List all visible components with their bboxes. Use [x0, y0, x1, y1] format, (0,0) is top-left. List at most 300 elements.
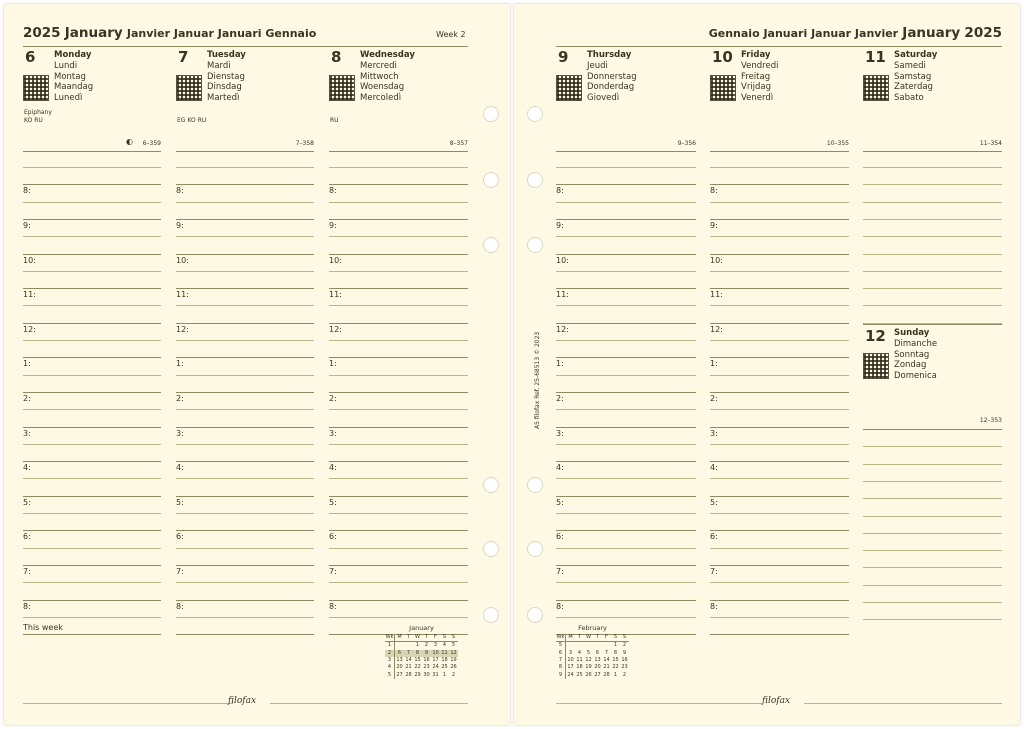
weekday-header: S — [440, 634, 449, 642]
hour-label: 8: — [556, 186, 564, 196]
weekday-header: T — [575, 634, 584, 642]
ruled-line — [329, 305, 468, 306]
mini-calendar-cell: 2 — [385, 650, 395, 657]
footer-rule — [556, 703, 762, 704]
ruled-line — [863, 446, 1002, 447]
hour-label: 4: — [710, 463, 718, 473]
hour-line — [329, 254, 468, 255]
hour-line — [556, 323, 696, 324]
ruled-line — [710, 375, 849, 376]
hour-label: 4: — [176, 463, 184, 473]
ruled-line — [710, 271, 849, 272]
hour-label: 2: — [23, 393, 31, 403]
qr-code-icon — [330, 76, 354, 100]
hour-label: 5: — [176, 497, 184, 507]
mini-calendar-cell: 27 — [396, 671, 403, 678]
mini-calendar-cell: 25 — [441, 664, 448, 671]
mini-calendar-cell: 19 — [585, 664, 592, 671]
mini-calendar-cell: 14 — [405, 657, 412, 664]
mini-calendar-cell: 6 — [595, 649, 600, 656]
hour-label: 10: — [710, 255, 723, 265]
mini-calendar-cell: 1 — [385, 642, 395, 650]
hour-line — [556, 461, 696, 462]
hour-label: 1: — [176, 359, 184, 369]
footer-rule — [270, 703, 468, 704]
day-name: Monday — [54, 50, 92, 60]
day-top-rule — [710, 151, 849, 152]
ruled-line — [863, 202, 1002, 203]
ruled-line — [329, 271, 468, 272]
mini-calendar-cell: 15 — [414, 657, 421, 664]
ruled-line — [329, 548, 468, 549]
hour-label: 9: — [556, 220, 564, 230]
mini-calendar-cell: 2 — [424, 642, 429, 649]
binder-hole — [527, 541, 543, 557]
day-count: 6–359 — [142, 140, 161, 147]
day-number: 8 — [331, 48, 342, 66]
mini-calendar-january — [385, 624, 458, 679]
hour-label: 1: — [556, 359, 564, 369]
hour-line — [329, 565, 468, 566]
ruled-line — [863, 550, 1002, 551]
ruled-line — [23, 271, 161, 272]
ruled-line — [329, 167, 468, 168]
hour-line — [556, 530, 696, 531]
hour-label: 3: — [23, 428, 31, 438]
hour-line — [710, 496, 849, 497]
ruled-line — [176, 202, 314, 203]
country-codes: EG KO RU — [177, 117, 207, 124]
mini-calendar-cell: 18 — [576, 664, 583, 671]
mini-calendar-cell: 6 — [395, 650, 405, 657]
mini-calendar-cell — [593, 642, 602, 650]
hour-line — [23, 565, 161, 566]
hour-line — [556, 427, 696, 428]
hour-label: 8: — [329, 601, 337, 611]
ruled-line — [863, 516, 1002, 517]
ruled-line — [23, 305, 161, 306]
ruled-line — [710, 548, 849, 549]
mini-calendar-cell: 10 — [432, 649, 439, 656]
hour-line — [710, 219, 849, 220]
hour-line — [556, 565, 696, 566]
mini-calendar-cell: 23 — [423, 664, 430, 671]
hour-label: 9: — [329, 220, 337, 230]
hour-label: 11: — [556, 290, 569, 300]
weekday-header: W — [413, 634, 422, 642]
mini-calendar-cell — [404, 642, 413, 650]
hour-label: 3: — [556, 428, 564, 438]
day-count: 11–354 — [979, 140, 1002, 147]
ruled-line — [329, 340, 468, 341]
footer-rule — [804, 703, 1002, 704]
mini-calendar-cell: 18 — [441, 657, 448, 664]
day-name-translation: Lunedì — [54, 92, 83, 103]
hour-line — [556, 600, 696, 601]
filofax-logo: filofax — [228, 696, 257, 706]
hour-label: 5: — [556, 497, 564, 507]
ruled-line — [863, 567, 1002, 568]
binder-hole — [527, 237, 543, 253]
hour-line — [176, 565, 314, 566]
day-name-translation: Martedì — [207, 92, 240, 103]
hour-line — [176, 288, 314, 289]
mini-calendar-title: January — [409, 624, 434, 632]
weekday-header: S — [611, 634, 620, 642]
mini-calendar-cell: 1 — [613, 671, 618, 678]
ruled-line — [329, 444, 468, 445]
hour-label: 2: — [556, 393, 564, 403]
mini-calendar-cell: 17 — [432, 657, 439, 664]
ruled-line — [329, 409, 468, 410]
ruled-line — [710, 444, 849, 445]
hour-line — [23, 357, 161, 358]
ruled-line — [23, 167, 161, 168]
hour-label: 7: — [23, 566, 31, 576]
day-name-translation: Dimanche — [894, 339, 938, 349]
hour-line — [23, 427, 161, 428]
mini-calendar-cell — [602, 642, 611, 650]
ruled-line — [556, 305, 696, 306]
hour-label: 1: — [23, 359, 31, 369]
mini-calendar-cell: 20 — [594, 664, 601, 671]
ruled-line — [863, 305, 1002, 306]
day-name-translation: Montag — [54, 71, 86, 82]
mini-calendar-cell: 17 — [567, 664, 574, 671]
mini-calendar-cell: 5 — [586, 649, 591, 656]
weekday-header: M — [395, 634, 405, 642]
mini-calendar-cell: 12 — [585, 657, 592, 664]
hour-label: 4: — [329, 463, 337, 473]
ruled-line — [863, 271, 1002, 272]
hour-label: 12: — [710, 324, 723, 334]
ruled-line — [23, 513, 161, 514]
hour-label: 8: — [23, 186, 31, 196]
day-top-rule — [863, 151, 1002, 152]
hour-line — [556, 288, 696, 289]
ruled-line — [863, 464, 1002, 465]
hour-label: 12: — [23, 324, 36, 334]
ruled-line — [863, 184, 1002, 185]
hour-line — [710, 184, 849, 185]
binder-hole — [527, 172, 543, 188]
hour-line — [176, 184, 314, 185]
ref-side-text: A5 filofax Ref. 25-68513 © 2023 — [534, 331, 541, 429]
left-diary-page — [4, 4, 510, 725]
mini-calendar-grid — [385, 634, 458, 679]
mini-calendar-cell: 2 — [622, 642, 627, 649]
ruled-line — [710, 202, 849, 203]
ruled-line — [176, 340, 314, 341]
mini-calendar-cell: 5 — [385, 671, 395, 678]
hour-line — [176, 461, 314, 462]
day-name: Friday — [741, 50, 771, 60]
mini-calendar-cell — [575, 642, 584, 650]
day-number: 6 — [25, 48, 36, 66]
day-name-translation: Sabato — [894, 92, 924, 103]
hour-label: 1: — [329, 359, 337, 369]
hour-label: 11: — [176, 290, 189, 300]
year-label: 2025 — [964, 25, 1002, 41]
mini-calendar-cell: 4 — [577, 649, 582, 656]
mini-calendar-cell: 9 — [622, 649, 627, 656]
ruled-line — [863, 533, 1002, 534]
binder-hole — [483, 172, 499, 188]
day-name: Saturday — [894, 50, 938, 60]
binder-hole — [483, 237, 499, 253]
binder-hole — [483, 477, 499, 493]
day-name: Sunday — [894, 328, 930, 338]
ruled-line — [176, 478, 314, 479]
hour-label: 1: — [710, 359, 718, 369]
mini-calendar-cell: 8 — [413, 650, 422, 657]
hour-line — [23, 461, 161, 462]
ruled-line — [176, 513, 314, 514]
hour-line — [176, 323, 314, 324]
hour-label: 7: — [176, 566, 184, 576]
hour-label: 6: — [23, 532, 31, 542]
hour-line — [23, 288, 161, 289]
hour-label: 2: — [710, 393, 718, 403]
day-count: 9–356 — [677, 140, 696, 147]
weekday-header: F — [602, 634, 611, 642]
day-name-translation: Woensdag — [360, 82, 405, 93]
hour-label: 2: — [329, 393, 337, 403]
mini-calendar-cell: 30 — [423, 671, 430, 678]
ruled-line — [176, 167, 314, 168]
day-name-translation: Zondag — [894, 360, 927, 371]
hour-line — [710, 530, 849, 531]
day-name-translation: Vrijdag — [741, 82, 772, 93]
header-rule — [23, 46, 468, 47]
day-name-translation: Domenica — [894, 370, 937, 381]
ruled-line — [556, 582, 696, 583]
hour-line — [176, 219, 314, 220]
ruled-line — [176, 236, 314, 237]
hour-line — [710, 461, 849, 462]
ruled-line — [863, 619, 1002, 620]
hour-label: 6: — [710, 532, 718, 542]
holiday-note: Epiphany — [24, 109, 52, 116]
ruled-line — [556, 548, 696, 549]
hour-label: 9: — [710, 220, 718, 230]
hour-line — [710, 288, 849, 289]
hour-label: 10: — [329, 255, 342, 265]
weekday-header: F — [431, 634, 440, 642]
weekday-header: T — [404, 634, 413, 642]
ruled-line — [863, 585, 1002, 586]
hour-line — [23, 496, 161, 497]
hour-line — [176, 600, 314, 601]
hour-line — [329, 184, 468, 185]
ruled-line — [23, 548, 161, 549]
country-codes: KO RU — [24, 117, 43, 124]
ruled-line — [863, 288, 1002, 289]
mini-calendar-february — [556, 624, 629, 679]
qr-code-icon — [711, 76, 735, 100]
day-name-translation: Vendredi — [741, 61, 779, 71]
mini-calendar-cell: 27 — [594, 671, 601, 678]
weekday-header: M — [566, 634, 576, 642]
ruled-line — [329, 236, 468, 237]
ruled-line — [863, 167, 1002, 168]
ruled-line — [176, 444, 314, 445]
ruled-line — [329, 582, 468, 583]
mini-calendar-cell: 26 — [450, 664, 457, 671]
hour-line — [23, 634, 161, 635]
hour-label: 11: — [710, 290, 723, 300]
binder-hole — [483, 106, 499, 122]
hour-line — [556, 184, 696, 185]
ruled-line — [863, 254, 1002, 255]
ruled-line — [710, 236, 849, 237]
ruled-line — [556, 340, 696, 341]
hour-line — [329, 530, 468, 531]
hour-label: 12: — [329, 324, 342, 334]
weekday-header: T — [593, 634, 602, 642]
footer-rule — [23, 703, 233, 704]
binder-hole — [483, 541, 499, 557]
mini-calendar-cell — [584, 642, 593, 650]
hour-label: 6: — [556, 532, 564, 542]
day-name-translation: Giovedì — [587, 92, 620, 103]
hour-line — [556, 219, 696, 220]
mini-calendar-cell: 23 — [621, 664, 628, 671]
mini-calendar-cell: 16 — [423, 657, 430, 664]
mini-calendar-cell: 2 — [451, 671, 456, 678]
mini-calendar-cell: 1 — [415, 642, 420, 649]
day-name-translation: Samedi — [894, 61, 926, 71]
hour-line — [556, 357, 696, 358]
ruled-line — [710, 513, 849, 514]
mini-calendar-cell: 11 — [576, 657, 583, 664]
ruled-line — [710, 305, 849, 306]
day-number: 10 — [712, 48, 733, 66]
hour-line — [23, 323, 161, 324]
day-count: 12–353 — [979, 417, 1002, 424]
weekday-header: S — [449, 634, 458, 642]
mini-calendar-cell — [395, 642, 405, 650]
hour-line — [176, 427, 314, 428]
hour-line — [23, 530, 161, 531]
hour-label: 10: — [176, 255, 189, 265]
ruled-line — [329, 375, 468, 376]
ruled-line — [863, 498, 1002, 499]
hour-line — [329, 600, 468, 601]
ruled-line — [23, 236, 161, 237]
hour-line — [710, 634, 849, 635]
mini-calendar-cell: 4 — [385, 664, 395, 671]
day-name-translation: Jeudi — [587, 61, 608, 71]
filofax-logo: filofax — [762, 696, 791, 706]
week-number: Week 2 — [436, 30, 466, 39]
mini-calendar-cell: 20 — [396, 664, 403, 671]
weekday-header: W — [584, 634, 593, 642]
mini-calendar-cell: 24 — [567, 671, 574, 678]
day-name-translation: Freitag — [741, 71, 771, 82]
hour-line — [556, 392, 696, 393]
hour-line — [329, 219, 468, 220]
ruled-line — [556, 167, 696, 168]
hour-label: 8: — [710, 601, 718, 611]
binder-hole — [527, 477, 543, 493]
hour-label: 8: — [176, 186, 184, 196]
hour-line — [23, 254, 161, 255]
mini-calendar-cell: 31 — [432, 671, 439, 678]
qr-code-icon — [177, 76, 201, 100]
mini-calendar-cell: 25 — [576, 671, 583, 678]
ruled-line — [556, 409, 696, 410]
hour-label: 5: — [23, 497, 31, 507]
day-number: 7 — [178, 48, 189, 66]
hour-line — [710, 254, 849, 255]
hour-label: 3: — [710, 428, 718, 438]
hour-line — [176, 392, 314, 393]
mini-calendar-cell: 21 — [405, 664, 412, 671]
hour-label: 8: — [329, 186, 337, 196]
hour-label: 4: — [23, 463, 31, 473]
day-top-rule — [329, 151, 468, 152]
ruled-line — [556, 617, 696, 618]
hour-label: 2: — [176, 393, 184, 403]
qr-code-icon — [864, 354, 888, 378]
day-top-rule — [556, 151, 696, 152]
hour-line — [176, 530, 314, 531]
mini-calendar-cell: 29 — [414, 671, 421, 678]
hour-label: 11: — [23, 290, 36, 300]
day-name: Wednesday — [360, 50, 415, 60]
ruled-line — [23, 340, 161, 341]
ruled-line — [863, 602, 1002, 603]
day-name-translation: Zaterdag — [894, 82, 933, 93]
day-name-translation: Samstag — [894, 71, 932, 82]
hour-line — [23, 392, 161, 393]
hour-line — [329, 288, 468, 289]
month-label: January — [64, 25, 123, 41]
mini-calendar-cell: 22 — [612, 664, 619, 671]
hour-label: 9: — [23, 220, 31, 230]
ruled-line — [23, 444, 161, 445]
mini-calendar-cell: 6 — [556, 650, 566, 657]
hour-line — [23, 219, 161, 220]
ruled-line — [329, 202, 468, 203]
day-top-rule — [23, 151, 161, 152]
hour-label: 8: — [176, 601, 184, 611]
hour-line — [556, 254, 696, 255]
header-rule — [556, 46, 1002, 47]
mini-calendar-grid — [556, 634, 629, 679]
mini-calendar-cell: 11 — [441, 649, 448, 656]
hour-line — [23, 600, 161, 601]
day-name-translation: Dienstag — [207, 71, 245, 82]
mini-calendar-cell: 8 — [613, 649, 618, 656]
mini-calendar-cell: 15 — [612, 657, 619, 664]
hour-line — [329, 496, 468, 497]
month-translations: Janvier Januar Januari Gennaio — [126, 27, 317, 40]
ruled-line — [176, 271, 314, 272]
mini-calendar-cell: 19 — [450, 657, 457, 664]
qr-code-icon — [864, 76, 888, 100]
day-name: Tuesday — [207, 50, 246, 60]
ruled-line — [23, 617, 161, 618]
ruled-line — [329, 617, 468, 618]
binder-hole — [527, 607, 543, 623]
left-page-title — [23, 25, 316, 41]
mini-calendar-cell: 7 — [404, 650, 413, 657]
day-number: 12 — [865, 327, 886, 345]
ruled-line — [176, 305, 314, 306]
ruled-line — [556, 375, 696, 376]
